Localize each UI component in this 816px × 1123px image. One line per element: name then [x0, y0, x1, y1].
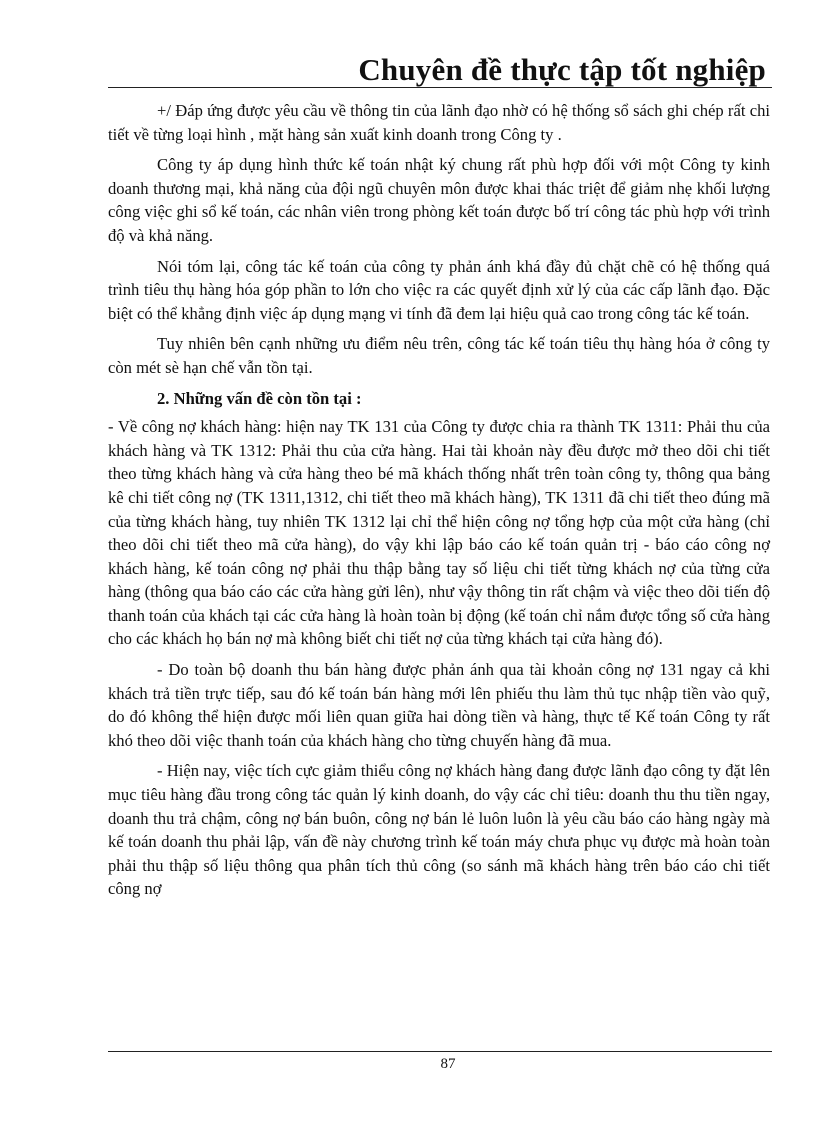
paragraph-customer-debt: - Về công nợ khách hàng: hiện nay TK 131 của Công ty được chia ra thành TK 1311: Phải thu của khách hàng và TK 1312: Phải thu của cửa hàng. Hai tài khoản này đều được mở theo dõi chi tiết theo từng khách hàng và cửa hàng theo bé mã khách thống nhất trên toàn công ty, thông qua bảng kê chi tiết công nợ (TK 1311,1312, chi tiết theo mã khách hàng), TK 1311 đã chi tiết theo đúng mã của từng khách hàng, tuy nhiên TK 1312 lại chỉ thể hiện công nợ tổng hợp của một cửa hàng (chỉ theo dõi chi tiết theo mã cửa hàng), do vậy khi lập báo cáo kế toán quản trị - báo cáo công nợ khách hàng, kế toán công nợ phải thu thập bằng tay số liệu chi tiết từng khách nợ của từng cửa hàng (thông qua báo cáo các cửa hàng gửi lên), như vậy thông tin rất chậm và việc theo dõi tiến độ thanh toán của khách tại các cửa hàng là hoàn toàn bị động (kế toán chỉ nắm được tổng số cửa hàng cho các khách họ bán nợ mà không biết chi tiết nợ của từng khách tại cửa hàng đó). — [108, 417, 770, 649]
page-number: 87 — [440, 1056, 456, 1072]
paragraph-revenue-131: - Do toàn bộ doanh thu bán hàng được phản ánh qua tài khoản công nợ 131 ngay cả khi khách trả tiền trực tiếp, sau đó kế toán bán hàng mới lên phiếu thu làm thủ tục nhập tiền vào quỹ, do đó không thể hiện được mối liên quan giữa hai dòng tiền và hàng, thực tế Kế toán Công ty rất khó theo dõi việc thanh toán của khách hàng cho từng chuyến hàng đã mua. — [108, 660, 770, 750]
section-heading-issues: 2. Những vấn đề còn tồn tại : — [157, 388, 362, 408]
header-divider — [108, 87, 772, 88]
paragraph-limitations: Tuy nhiên bên cạnh những ưu điểm nêu trên, công tác kế toán tiêu thụ hàng hóa ở công ty còn mét sè hạn chế vẫn tồn tại. — [108, 334, 770, 377]
paragraph-accounting-form: Công ty áp dụng hình thức kế toán nhật ký chung rất phù hợp đối với một Công ty kinh doanh thương mại, khả năng của đội ngũ chuyên môn được khai thác triệt để giảm nhẹ khối lượng công việc ghi sổ kế toán, các nhân viên trong phòng kết toán được bố trí công tác phù hợp với trình độ và khả năng. — [108, 155, 770, 245]
paragraph-summary: Nói tóm lại, công tác kế toán của công ty phản ánh khá đầy đủ chặt chẽ có hệ thống quá trình tiêu thụ hàng hóa góp phần to lớn cho việc ra các quyết định xử lý của các cấp lãnh đạo. Đặc biệt có thể khẳng định việc áp dụng mạng vi tính đã đem lại hiệu quả cao trong công tác kế toán. — [108, 256, 770, 323]
paragraph-debt-reduction: - Hiện nay, việc tích cực giảm thiểu công nợ khách hàng đang được lãnh đạo công ty đặt lên mục tiêu hàng đầu trong công tác quản lý kinh doanh, do vậy các chỉ tiêu: doanh thu thu tiền ngay, doanh thu trả chậm, công nợ bán buôn, công nợ bán lẻ luôn luôn là yêu cầu báo cáo hàng ngày mà kế toán doanh thu phải lập, vấn đề này chương trình kế toán máy chưa phục vụ được mà hoàn toàn phải thu thập số liệu thông qua phân tích thủ công (so sánh mã khách hàng trên báo cáo chi tiết công nợ — [108, 761, 770, 899]
page-header-title: Chuyên đề thực tập tốt nghiệp — [358, 52, 766, 87]
footer-divider — [108, 1051, 772, 1052]
paragraph-advantage-info: +/ Đáp ứng được yêu cầu về thông tin của lãnh đạo nhờ có hệ thống sổ sách ghi chép rất chi tiết về từng loại hình , mặt hàng sản xuất kinh doanh trong Công ty . — [108, 101, 770, 144]
body-text — [108, 99, 770, 908]
